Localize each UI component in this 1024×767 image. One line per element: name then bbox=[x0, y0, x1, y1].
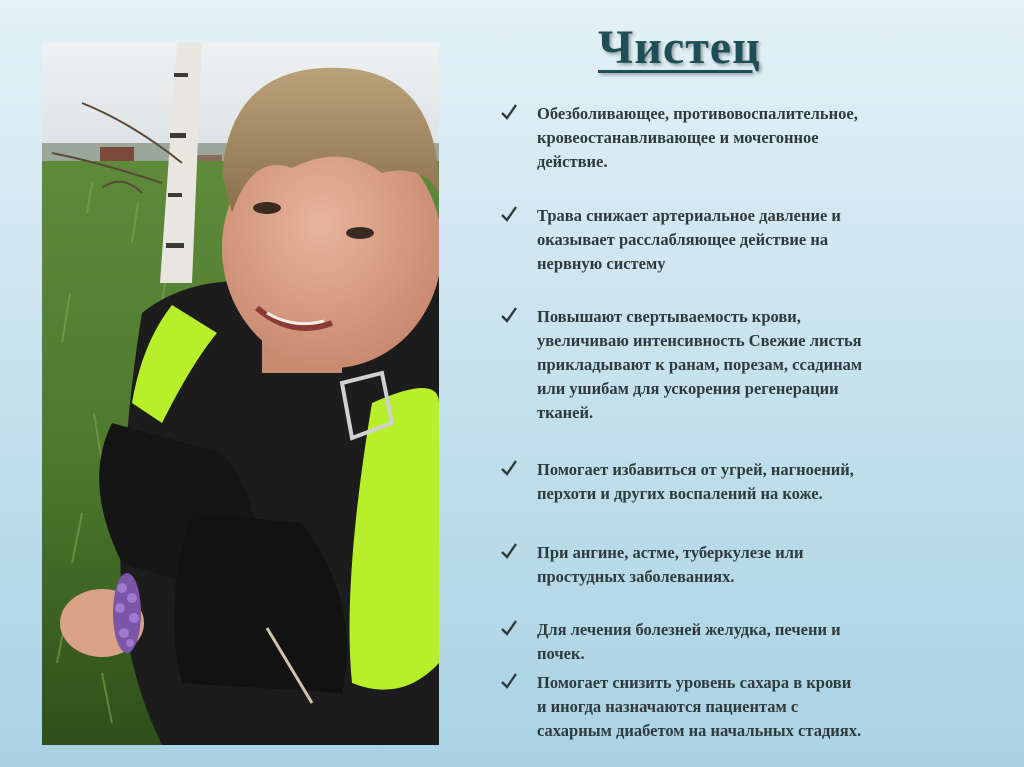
checkmark-icon bbox=[500, 618, 518, 638]
bullet-item bbox=[500, 671, 990, 743]
checkmark-icon bbox=[500, 541, 518, 561]
checkmark-icon bbox=[500, 102, 518, 122]
page-title: Чистец bbox=[598, 21, 761, 74]
bullet-item bbox=[500, 305, 990, 425]
bullet-item bbox=[500, 458, 990, 506]
bullet-item bbox=[500, 102, 990, 174]
bullet-text: Обезболивающее, противовоспалительное, кровеостанавливающее и мочегонное действие. bbox=[537, 104, 858, 171]
bullet-text: Трава снижает артериальное давление и оказывает расслабляющее действие на нервную систему bbox=[537, 206, 841, 273]
photo-boy-with-flower bbox=[42, 43, 439, 745]
bullet-text: Помогает избавиться от угрей, нагноений, перхоти и других воспалений на коже. bbox=[537, 460, 854, 503]
checkmark-icon bbox=[500, 671, 518, 691]
bullet-text: Для лечения болезней желудка, печени и почек. bbox=[537, 620, 841, 663]
checkmark-icon bbox=[500, 204, 518, 224]
checkmark-icon bbox=[500, 458, 518, 478]
bullet-item bbox=[500, 204, 990, 276]
checkmark-icon bbox=[500, 305, 518, 325]
bullet-text: Помогает снизить уровень сахара в крови и иногда назначаются пациентам с сахарным диабетом на начальных стадиях. bbox=[537, 673, 862, 740]
bullet-item bbox=[500, 541, 990, 589]
bullet-text: При ангине, астме, туберкулезе или простудных заболеваниях. bbox=[537, 543, 804, 586]
bullet-item bbox=[500, 618, 990, 666]
bullet-text: Повышают свертываемость крови, увеличиваю интенсивность Свежие листья прикладывают к ранам, порезам, ссадинам или ушибам для ускорения регенерации тканей. bbox=[537, 307, 863, 422]
